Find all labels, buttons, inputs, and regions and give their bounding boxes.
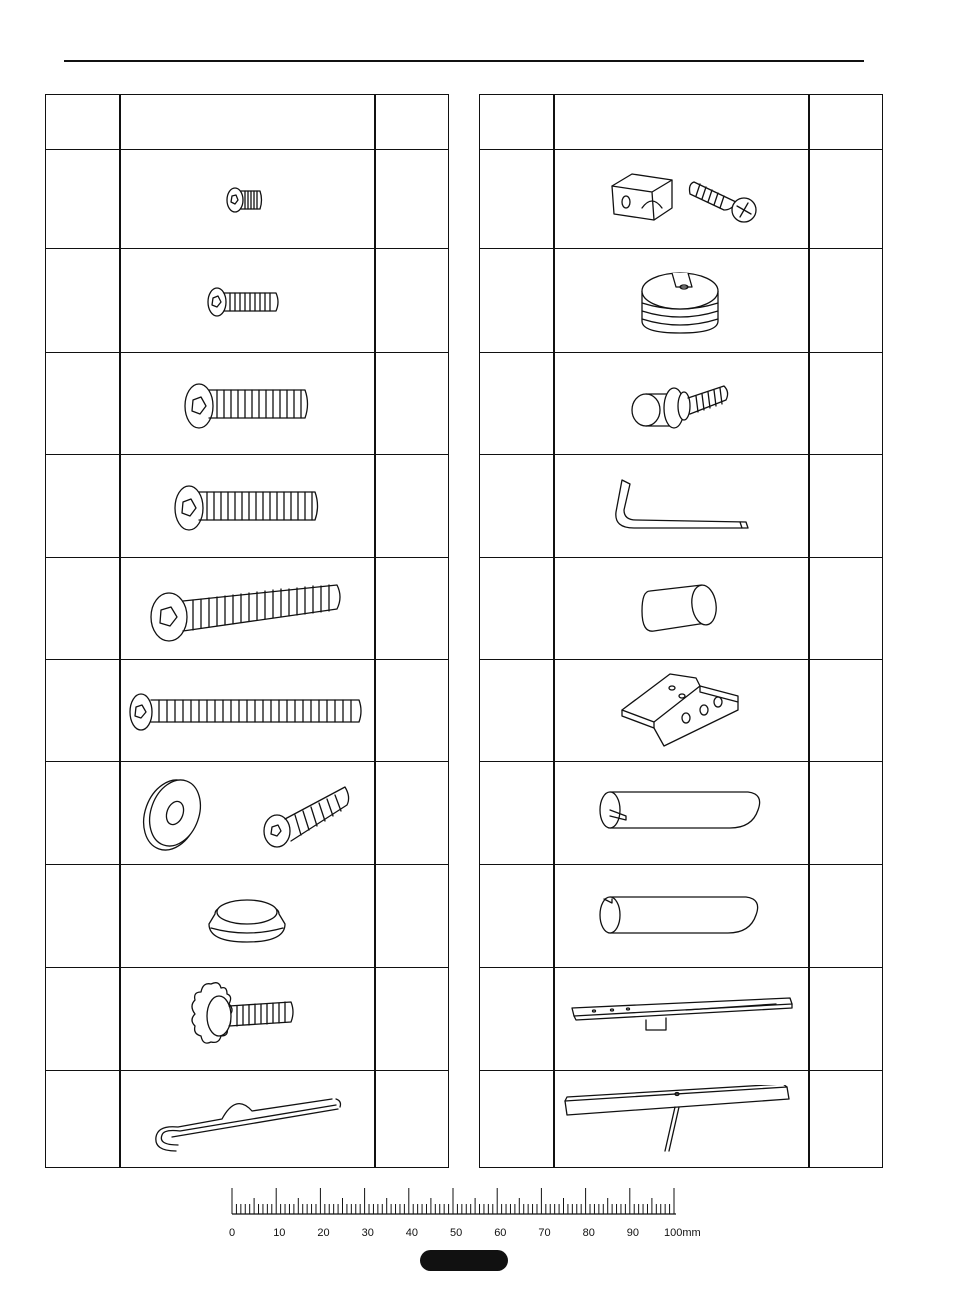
item-number [480,1071,553,1169]
table-row [46,557,448,659]
table-row [480,248,882,352]
ruler-label: 50 [450,1227,463,1239]
small-hex-bolt-icon [120,249,374,352]
item-number [480,558,553,659]
ruler-label: 20 [317,1227,330,1239]
ruler-label: 40 [405,1227,419,1239]
item-number [46,660,119,761]
knob-bolt-icon [120,968,374,1070]
extra-long-hex-bolt-icon [120,660,374,761]
foot-cap-icon [120,865,374,967]
ruler-label: 100mm [664,1227,701,1239]
table-row [46,659,448,761]
bracket-and-screw-icon [554,150,808,248]
ruler-label: 60 [494,1227,507,1239]
table-row [46,864,448,967]
table-row [480,761,882,864]
item-number [480,249,553,352]
table-row [46,967,448,1070]
table-header-row [46,95,448,149]
item-number [480,660,553,761]
slide-rail-icon [554,968,808,1070]
header-item [46,95,119,149]
table-row [480,557,882,659]
table-row [46,149,448,248]
table-row [480,149,882,248]
cam-lock-icon [554,249,808,352]
header-rule [64,60,864,62]
ruler-ticks [232,1188,674,1214]
item-number [46,150,119,248]
item-number [480,353,553,454]
parts-table-left [45,94,449,1168]
item-number [480,762,553,864]
ruler-label: 0 [229,1227,236,1239]
table-row [46,1070,448,1169]
ruler-label: 80 [582,1227,595,1239]
item-number [46,968,119,1070]
cam-bolt-icon [554,353,808,454]
table-row [480,1070,882,1169]
flat-bar-with-pin-icon [554,1071,808,1169]
tube-sleeve-icon [554,558,808,659]
short-hex-bolt-icon [120,150,374,248]
table-row [46,248,448,352]
item-number [480,150,553,248]
washer-and-bolt-icon [120,762,374,864]
item-number [46,353,119,454]
item-number [480,968,553,1070]
table-row [480,967,882,1070]
long-hex-bolt-icon [120,558,374,659]
ruler-label: 30 [361,1227,374,1239]
mm-ruler [226,1186,726,1246]
item-number [46,558,119,659]
slotted-tube-a-icon [554,762,808,864]
table-row [480,352,882,454]
item-number [46,865,119,967]
ruler-label: 10 [273,1227,286,1239]
table-row [46,761,448,864]
medium-long-hex-bolt-icon [120,455,374,557]
item-number [480,865,553,967]
slotted-tube-b-icon [554,865,808,967]
table-row [46,352,448,454]
item-number [46,249,119,352]
allen-key-icon [554,455,808,557]
ruler-label: 70 [538,1227,551,1239]
table-row [46,454,448,557]
ruler-label: 90 [626,1227,640,1239]
angle-bracket-icon [554,660,808,761]
table-row [480,864,882,967]
spring-clip-icon [120,1071,374,1169]
item-number [46,762,119,864]
page-number-badge [420,1250,508,1271]
item-number [480,455,553,557]
medium-hex-bolt-icon [120,353,374,454]
table-row [480,659,882,761]
item-number [46,455,119,557]
parts-table-right [479,94,883,1168]
table-row [480,454,882,557]
table-header-row [480,95,882,149]
ruler-labels [229,1227,701,1239]
item-number [46,1071,119,1169]
